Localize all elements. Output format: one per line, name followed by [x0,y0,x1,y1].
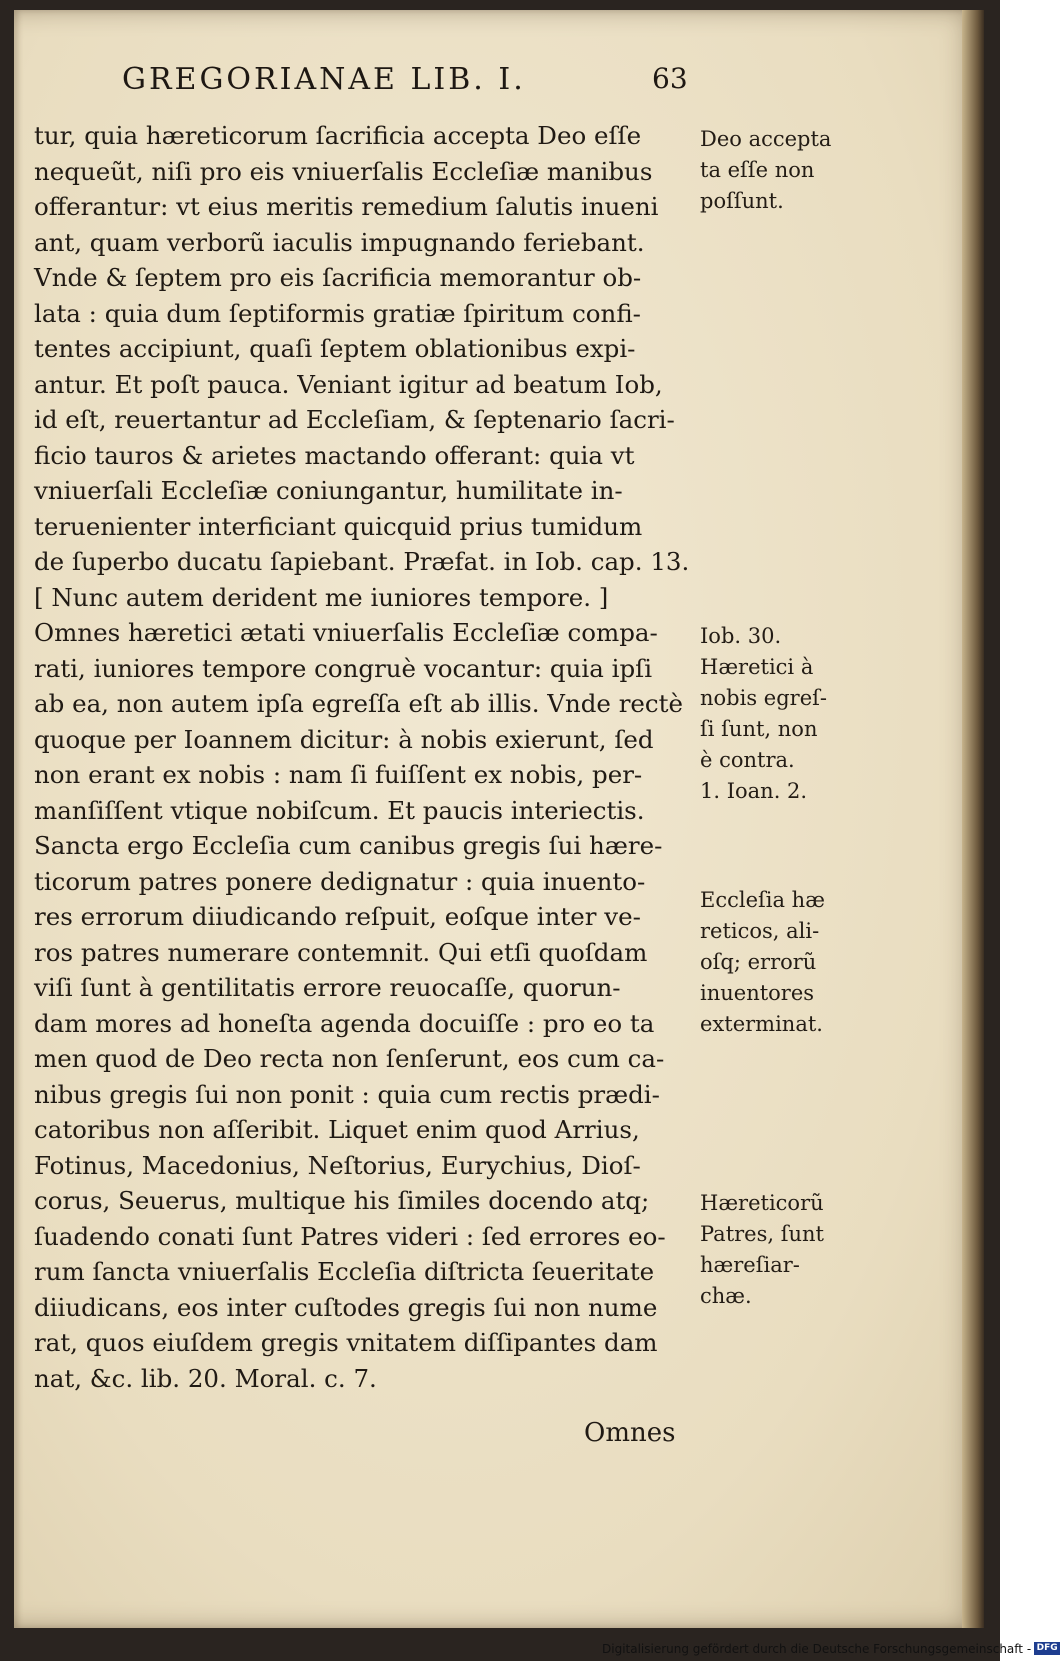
text-line: corus, Seuerus, multique his ſimiles docendo atq; [34,1186,650,1215]
margin-note-line: oſq; errorũ [700,950,817,974]
margin-note-line: ta eſſe non [700,158,815,182]
text-line: rum ſancta vniuerſalis Eccleſia diſtricta ſeueritate [34,1257,655,1286]
text-line: nat, &c. lib. 20. Moral. c. 7. [34,1363,377,1393]
margin-note-line: inuentores [700,981,815,1005]
text-line: ant, quam verborũ iaculis impugnando feriebant. [34,227,645,257]
text-line: vniuerſali Eccleſiæ coniungantur, humilitate in- [34,476,623,505]
text-line: quoque per Ioannem dicitur: à nobis exierunt, ſed [34,724,654,754]
text-line: ficio tauros & arietes mactando offerant: quia vt [34,440,635,470]
margin-note-line: nobis egreſ- [700,686,827,710]
digitization-credit [602,1640,1060,1657]
margin-note-line: reticos, ali- [700,919,820,943]
margin-note-line: exterminat. [700,1012,823,1036]
dfg-logo-icon: DFG [1034,1642,1060,1655]
text-line: id eſt, reuertantur ad Eccleſiam, & ſeptenario ſacri- [34,405,675,434]
margin-note-line: Patres, ſunt [700,1222,825,1246]
margin-note-line: 1. Ioan. 2. [700,779,808,803]
text-line: Vnde & ſeptem pro eis ſacrificia memorantur ob- [34,263,642,292]
main-text-column [34,118,694,1396]
text-line: ſuadendo conati ſunt Patres videri : ſed errores eo- [34,1221,666,1251]
text-line: tentes accipiunt, quaſi ſeptem oblationibus expi- [34,334,636,363]
margin-note-4 [700,1188,850,1312]
text-line: nequeũt, niſi pro eis vniuerſalis Eccleſiæ manibus [34,156,653,186]
margin-note-2 [700,621,850,807]
text-line: men quod de Deo recta non ſenſerunt, eos cum ca- [34,1044,665,1073]
credit-text: Digitalisierung gefördert durch die Deutsche Forschungsgemeinschaft - [602,1641,1032,1656]
text-line: rati, iuniores tempore congruè vocantur: quia ipſi [34,653,653,683]
margin-note-line: Hæreticorũ [700,1191,824,1215]
text-line: Omnes hæretici ætati vniuerſalis Eccleſiæ compa- [34,618,658,647]
margin-note-line: Deo accepta [700,127,832,151]
margin-note-line: Hæretici à [700,655,814,679]
text-line: lata : quia dum ſeptiformis gratiæ ſpiritum confi- [34,298,641,328]
text-line: ticorum patres ponere dedignatur : quia inuento- [34,866,646,896]
catchword: Omnes [584,1418,676,1448]
text-line: manſiſſent vtique nobiſcum. Et paucis interiectis. [34,795,645,825]
text-line: res errorum diiudicando reſpuit, eoſque inter ve- [34,902,641,931]
text-line: viſi ſunt à gentilitatis errore reuocaſſe, quorun- [34,973,621,1002]
text-line: ab ea, non autem ipſa egreſſa eſt ab illis. Vnde rectè [34,689,683,718]
margin-note-line: Iob. 30. [700,624,782,648]
page-number: 63 [652,62,688,95]
text-line: diiudicans, eos inter cuſtodes gregis ſui non nume [34,1292,658,1322]
text-line: ros patres numerare contemnit. Qui etſi quoſdam [34,937,648,967]
margin-note-line: hæreſiar- [700,1253,800,1277]
text-line: teruenienter interficiant quicquid prius tumidum [34,511,643,541]
text-line: offerantur: vt eius meritis remedium ſalutis inueni [34,192,659,221]
text-line: non erant ex nobis : nam ſi fuiſſent ex nobis, per- [34,760,643,789]
running-head: GREGORIANAE LIB. I. [122,62,526,97]
margin-note-1 [700,124,850,217]
margin-note-line: ſi ſunt, non [700,717,818,741]
margin-note-line: chæ. [700,1284,752,1308]
text-line: de ſuperbo ducatu ſapiebant. Præfat. in Iob. cap. 13. [34,547,690,576]
text-line: Fotinus, Macedonius, Neſtorius, Eurychius, Dioſ- [34,1150,641,1180]
text-line: dam mores ad honeſta agenda docuiſſe : pro eo ta [34,1008,655,1038]
margin-note-line: Eccleſia hæ [700,888,825,912]
text-line: Sancta ergo Eccleſia cum canibus gregis ſui hære- [34,831,663,860]
margin-note-3 [700,885,850,1040]
book-page [14,10,984,1628]
margin-note-line: è contra. [700,748,795,772]
text-line: tur, quia hæreticorum ſacrificia accepta Deo eſſe [34,121,642,150]
text-line: catoribus non aſſeribit. Liquet enim quod Arrius, [34,1115,640,1144]
margin-note-line: poſſunt. [700,189,784,213]
text-line: [ Nunc autem derident me iuniores tempore. ] [34,582,609,612]
text-line: antur. Et poſt pauca. Veniant igitur ad beatum Iob, [34,369,663,399]
text-line: rat, quos eiuſdem gregis vnitatem diſſipantes dam [34,1328,658,1357]
page-edge-shadow [962,10,984,1628]
text-line: nibus gregis ſui non ponit : quia cum rectis prædi- [34,1079,660,1109]
